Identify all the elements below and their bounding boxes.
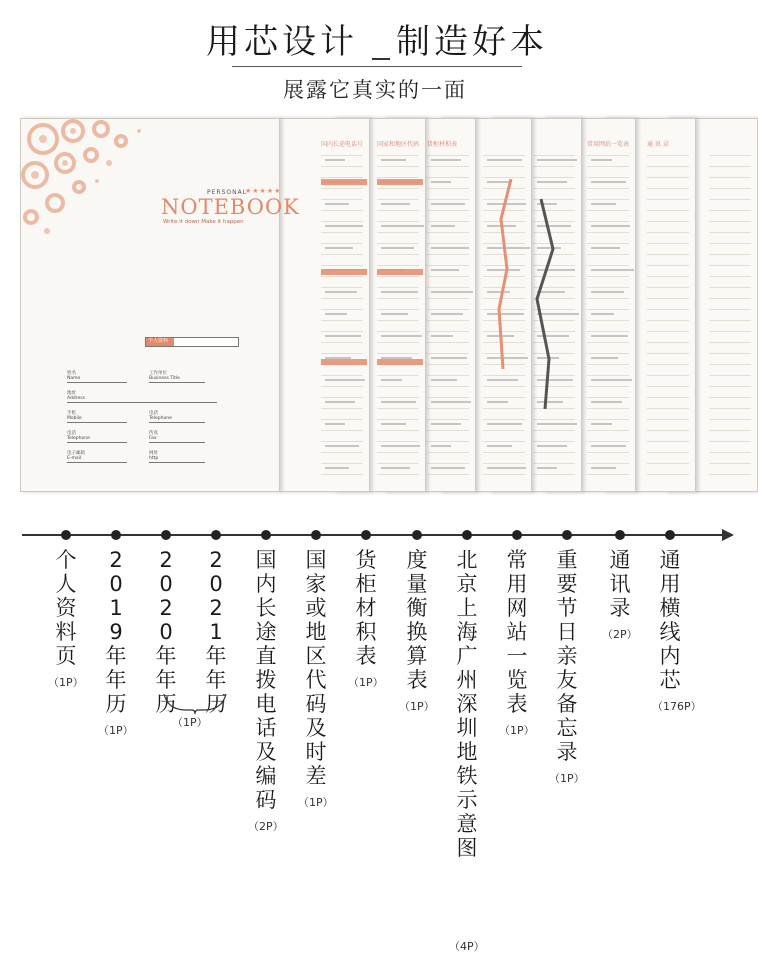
headline — [0, 14, 750, 64]
timeline-label: 通讯录 — [609, 548, 631, 620]
timeline-page-count: （2P） — [602, 628, 638, 641]
timeline-label: 度量衡换算表 — [406, 548, 428, 692]
cover-field-label: 地址 Address — [67, 391, 85, 401]
cover-page — [20, 118, 300, 492]
timeline-label: 个人资料页 — [55, 548, 77, 668]
timeline-dot — [361, 530, 371, 540]
timeline-label: 2021年年历 — [205, 548, 227, 716]
swirl-ornament-icon — [21, 119, 161, 249]
timeline-dot — [61, 530, 71, 540]
timeline-dot — [512, 530, 522, 540]
timeline-dot — [261, 530, 271, 540]
cover-field-line — [149, 462, 205, 463]
page-header: 通 讯 录 — [647, 141, 669, 148]
timeline-page-count: （1P） — [549, 772, 585, 785]
headline-underline — [232, 66, 522, 67]
page-header: 常用网站一览表 — [587, 141, 630, 148]
page-header: 货柜材积表 — [427, 141, 458, 148]
timeline-label: 北京 上海 广州 深圳地铁示意图 — [456, 548, 478, 860]
brand-tagline: Write it down Make it happen — [163, 219, 244, 225]
timeline-label: 常用网站一览表 — [506, 548, 528, 716]
timeline-page-count: （1P） — [298, 796, 334, 809]
timeline-dot — [161, 530, 171, 540]
cover-field-label: 工作单位 Business Title — [149, 371, 180, 381]
cover-field-line — [149, 442, 205, 443]
cover-field-label: 传真 Fax — [149, 431, 158, 441]
timeline-dot — [311, 530, 321, 540]
cover-field-line — [67, 422, 127, 423]
timeline-dot — [111, 530, 121, 540]
timeline-page-count: （2P） — [248, 820, 284, 833]
year-group-bracket — [162, 692, 228, 716]
timeline-label: 2020年年历 — [155, 548, 177, 716]
timeline-label: 货柜材积表 — [355, 548, 377, 668]
cover-field-label: 姓名 Name — [67, 371, 81, 381]
cover-field-line — [67, 462, 127, 463]
page-header: 国家和地区代码 — [377, 141, 420, 148]
headline-right: 制造好本 — [396, 22, 548, 62]
cover-field-label: 电子邮箱 E-mail — [67, 451, 85, 461]
notebook-page — [278, 118, 370, 492]
cover-field-line — [67, 382, 127, 383]
cover-field-label: 电话 Telephone — [149, 411, 172, 421]
timeline-label: 2019年年历 — [105, 548, 127, 716]
headline-dash — [372, 58, 390, 60]
headline-left: 用芯设计 — [206, 22, 358, 62]
info-heading: 个人资料 — [148, 338, 169, 344]
brand-small: PERSONAL — [207, 189, 248, 196]
timeline-page-count: （176P） — [652, 700, 702, 713]
timeline-page-count: （1P） — [348, 676, 384, 689]
timeline-page-count: （1P） — [499, 724, 535, 737]
cover-field-line — [67, 402, 217, 403]
year-group-count: （1P） — [172, 716, 208, 729]
cover-field-line — [67, 442, 127, 443]
info-heading-bar — [145, 337, 239, 347]
subtitle: 展露它真实的一面 — [283, 78, 467, 102]
timeline-page-count: （1P） — [399, 700, 435, 713]
brand-stars: ★★★★★ — [245, 187, 282, 195]
cover-field-label: 手机 Mobile — [67, 411, 82, 421]
notebook-pages-image — [20, 118, 720, 496]
timeline-label: 通用横线内芯 — [659, 548, 681, 692]
timeline-dot — [615, 530, 625, 540]
cover-field-line — [149, 382, 205, 383]
timeline-dot — [412, 530, 422, 540]
cover-field-label: 网址 http — [149, 451, 159, 461]
cover-field-label: 电话 Telephone — [67, 431, 90, 441]
brand-logo: NOTEBOOK — [161, 195, 300, 219]
timeline-dot — [211, 530, 221, 540]
timeline-label: 国内长途直拨电话及编码 — [255, 548, 277, 812]
timeline-arrow-icon — [722, 529, 734, 541]
timeline-dot — [562, 530, 572, 540]
cover-field-line — [149, 422, 205, 423]
timeline-label: 重要节日亲友备忘录 — [556, 548, 578, 764]
page-header: 国内长途电话号 — [321, 141, 364, 148]
timeline-dot — [665, 530, 675, 540]
timeline-label: 国家或地区代码及时差 — [305, 548, 327, 788]
timeline-page-count: （1P） — [98, 724, 134, 737]
timeline-dot — [462, 530, 472, 540]
timeline-page-count: （4P） — [449, 940, 485, 953]
timeline-page-count: （1P） — [48, 676, 84, 689]
